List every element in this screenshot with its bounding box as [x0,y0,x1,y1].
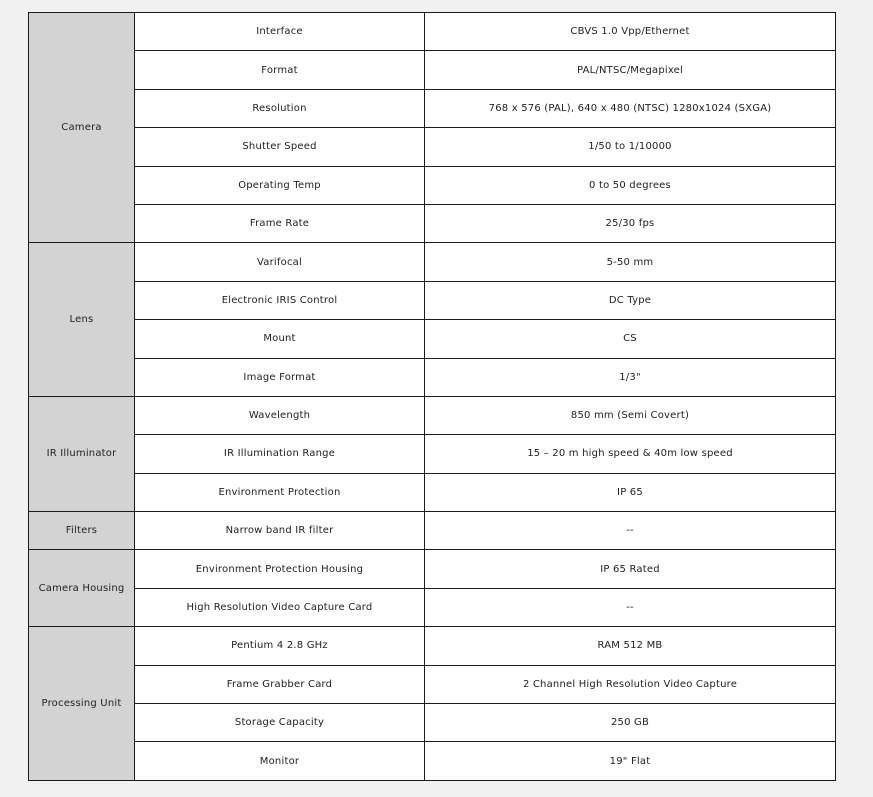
param-cell: IR Illumination Range [135,435,425,473]
table-row [29,396,836,434]
spec-table-body [29,13,836,781]
table-row [29,704,836,742]
value-cell: 25/30 fps [425,204,836,242]
group-label-filters: Filters [29,512,135,550]
table-row [29,166,836,204]
group-label-camera-housing: Camera Housing [29,550,135,627]
param-cell: Storage Capacity [135,704,425,742]
group-label-lens: Lens [29,243,135,397]
param-cell: Wavelength [135,396,425,434]
table-row [29,588,836,626]
param-cell: Frame Rate [135,204,425,242]
param-cell: Frame Grabber Card [135,665,425,703]
param-cell: Interface [135,13,425,51]
value-cell: 2 Channel High Resolution Video Capture [425,665,836,703]
table-row [29,473,836,511]
table-row [29,243,836,281]
value-cell: -- [425,512,836,550]
table-row [29,320,836,358]
param-cell: Environment Protection [135,473,425,511]
param-cell: Monitor [135,742,425,780]
value-cell: IP 65 Rated [425,550,836,588]
table-row [29,51,836,89]
param-cell: Resolution [135,89,425,127]
value-cell: IP 65 [425,473,836,511]
table-row [29,13,836,51]
group-label-ir-illuminator: IR Illuminator [29,396,135,511]
value-cell: 1/50 to 1/10000 [425,128,836,166]
table-row [29,512,836,550]
spec-table [28,12,836,781]
value-cell: 15 – 20 m high speed & 40m low speed [425,435,836,473]
table-row [29,742,836,780]
param-cell: Pentium 4 2.8 GHz [135,627,425,665]
value-cell: 250 GB [425,704,836,742]
param-cell: High Resolution Video Capture Card [135,588,425,626]
value-cell: 19" Flat [425,742,836,780]
value-cell: 768 x 576 (PAL), 640 x 480 (NTSC) 1280x1024 (SXGA) [425,89,836,127]
value-cell: 850 mm (Semi Covert) [425,396,836,434]
table-row [29,358,836,396]
table-row [29,550,836,588]
table-row [29,128,836,166]
table-row [29,204,836,242]
param-cell: Format [135,51,425,89]
table-row [29,89,836,127]
param-cell: Varifocal [135,243,425,281]
group-label-camera: Camera [29,13,135,243]
value-cell: DC Type [425,281,836,319]
param-cell: Shutter Speed [135,128,425,166]
value-cell: 0 to 50 degrees [425,166,836,204]
table-row [29,665,836,703]
table-row [29,281,836,319]
value-cell: 5-50 mm [425,243,836,281]
table-row [29,627,836,665]
param-cell: Environment Protection Housing [135,550,425,588]
table-row [29,435,836,473]
param-cell: Mount [135,320,425,358]
value-cell: CS [425,320,836,358]
param-cell: Electronic IRIS Control [135,281,425,319]
param-cell: Narrow band IR filter [135,512,425,550]
value-cell: -- [425,588,836,626]
param-cell: Operating Temp [135,166,425,204]
param-cell: Image Format [135,358,425,396]
value-cell: 1/3" [425,358,836,396]
value-cell: RAM 512 MB [425,627,836,665]
value-cell: PAL/NTSC/Megapixel [425,51,836,89]
value-cell: CBVS 1.0 Vpp/Ethernet [425,13,836,51]
group-label-processing-unit: Processing Unit [29,627,135,781]
